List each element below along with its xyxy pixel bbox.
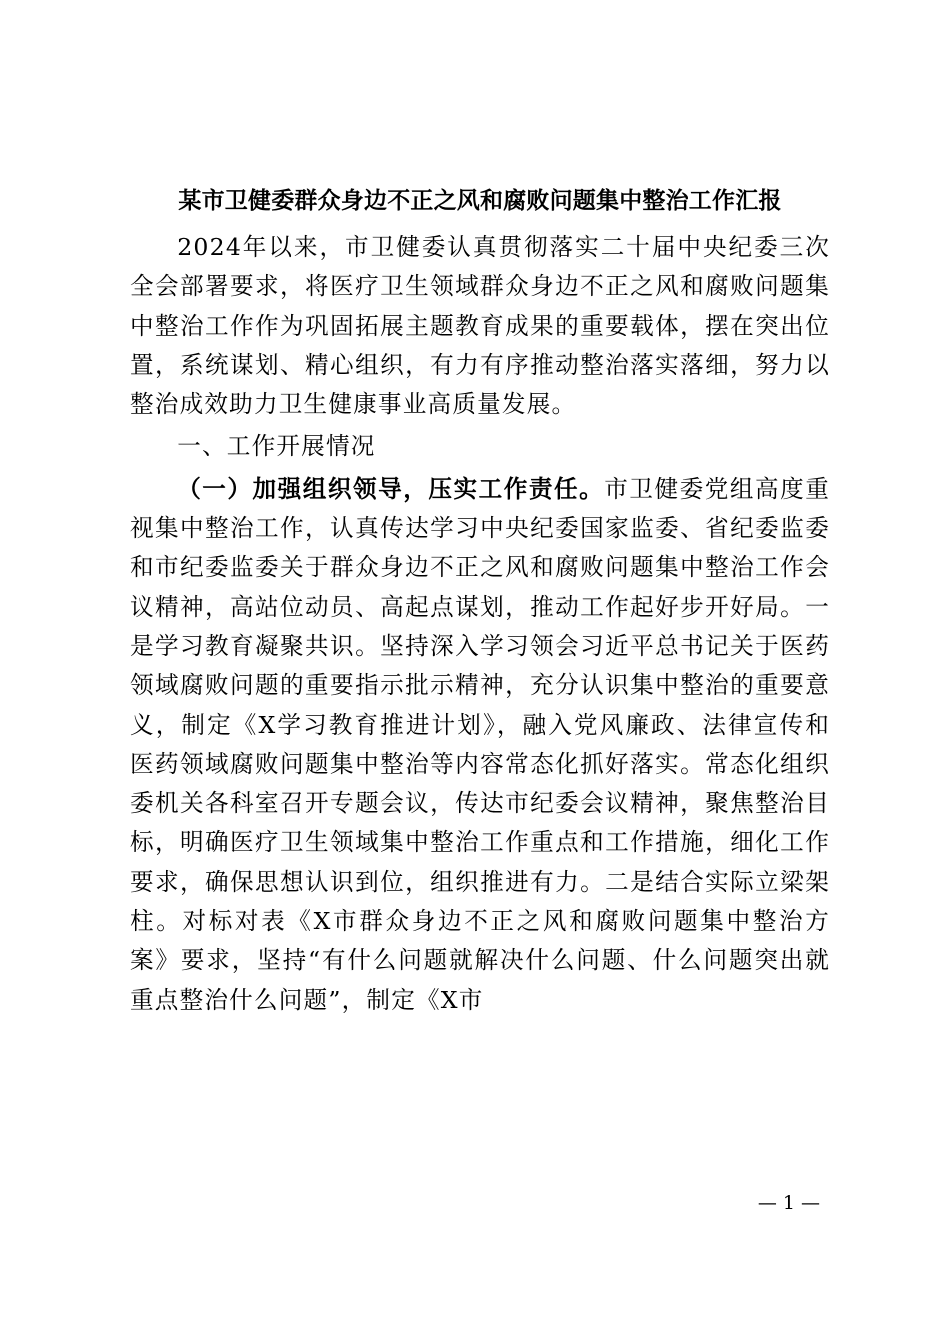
subsection-body: 市卫健委党组高度重视集中整治工作，认真传达学习中央纪委国家监委、省纪委监委和市纪委监委关于群众身边不正之风和腐败问题集中整治工作会议精神，高站位动员、高起点谋划，推动工作起好步开好局。一是学习教育凝聚共识。坚持深入学习领会习近平总书记关于医药领域腐败问题的重要指示批示精神，充分认识集中整治的重要意义，制定《X学习教育推进计划》，融入党风廉政、法律宣传和医药领域腐败问题集中整治等内容常态化抓好落实。常态化组织委机关各科室召开专题会议，传达市纪委会议精神，聚焦整治目标，明确医疗卫生领域集中整治工作重点和工作措施，细化工作要求，确保思想认识到位，组织推进有力。二是结合实际立梁架柱。对标对表《X市群众身边不正之风和腐败问题集中整治方案》要求，坚持“有什么问题就解决什么问题、什么问题突出就重点整治什么问题”，制定《X市 [130, 474, 830, 1014]
subsection-paragraph [130, 470, 830, 1020]
subsection-heading: （一）加强组织领导，压实工作责任。 [177, 474, 605, 503]
intro-paragraph: 2024年以来，市卫健委认真贯彻落实二十届中央纪委三次全会部署要求，将医疗卫生领域群众身边不正之风和腐败问题集中整治工作作为巩固拓展主题教育成果的重要载体，摆在突出位置，系统谋划、精心组织，有力有序推动整治落实落细，努力以整治成效助力卫生健康事业高质量发展。 [130, 233, 830, 419]
page-number: — 1 — [757, 1192, 820, 1214]
document-title: 某市卫健委群众身边不正之风和腐败问题集中整治工作汇报 [178, 187, 782, 214]
document-body [130, 228, 830, 1020]
section-heading: 一、工作开展情况 [177, 432, 376, 461]
